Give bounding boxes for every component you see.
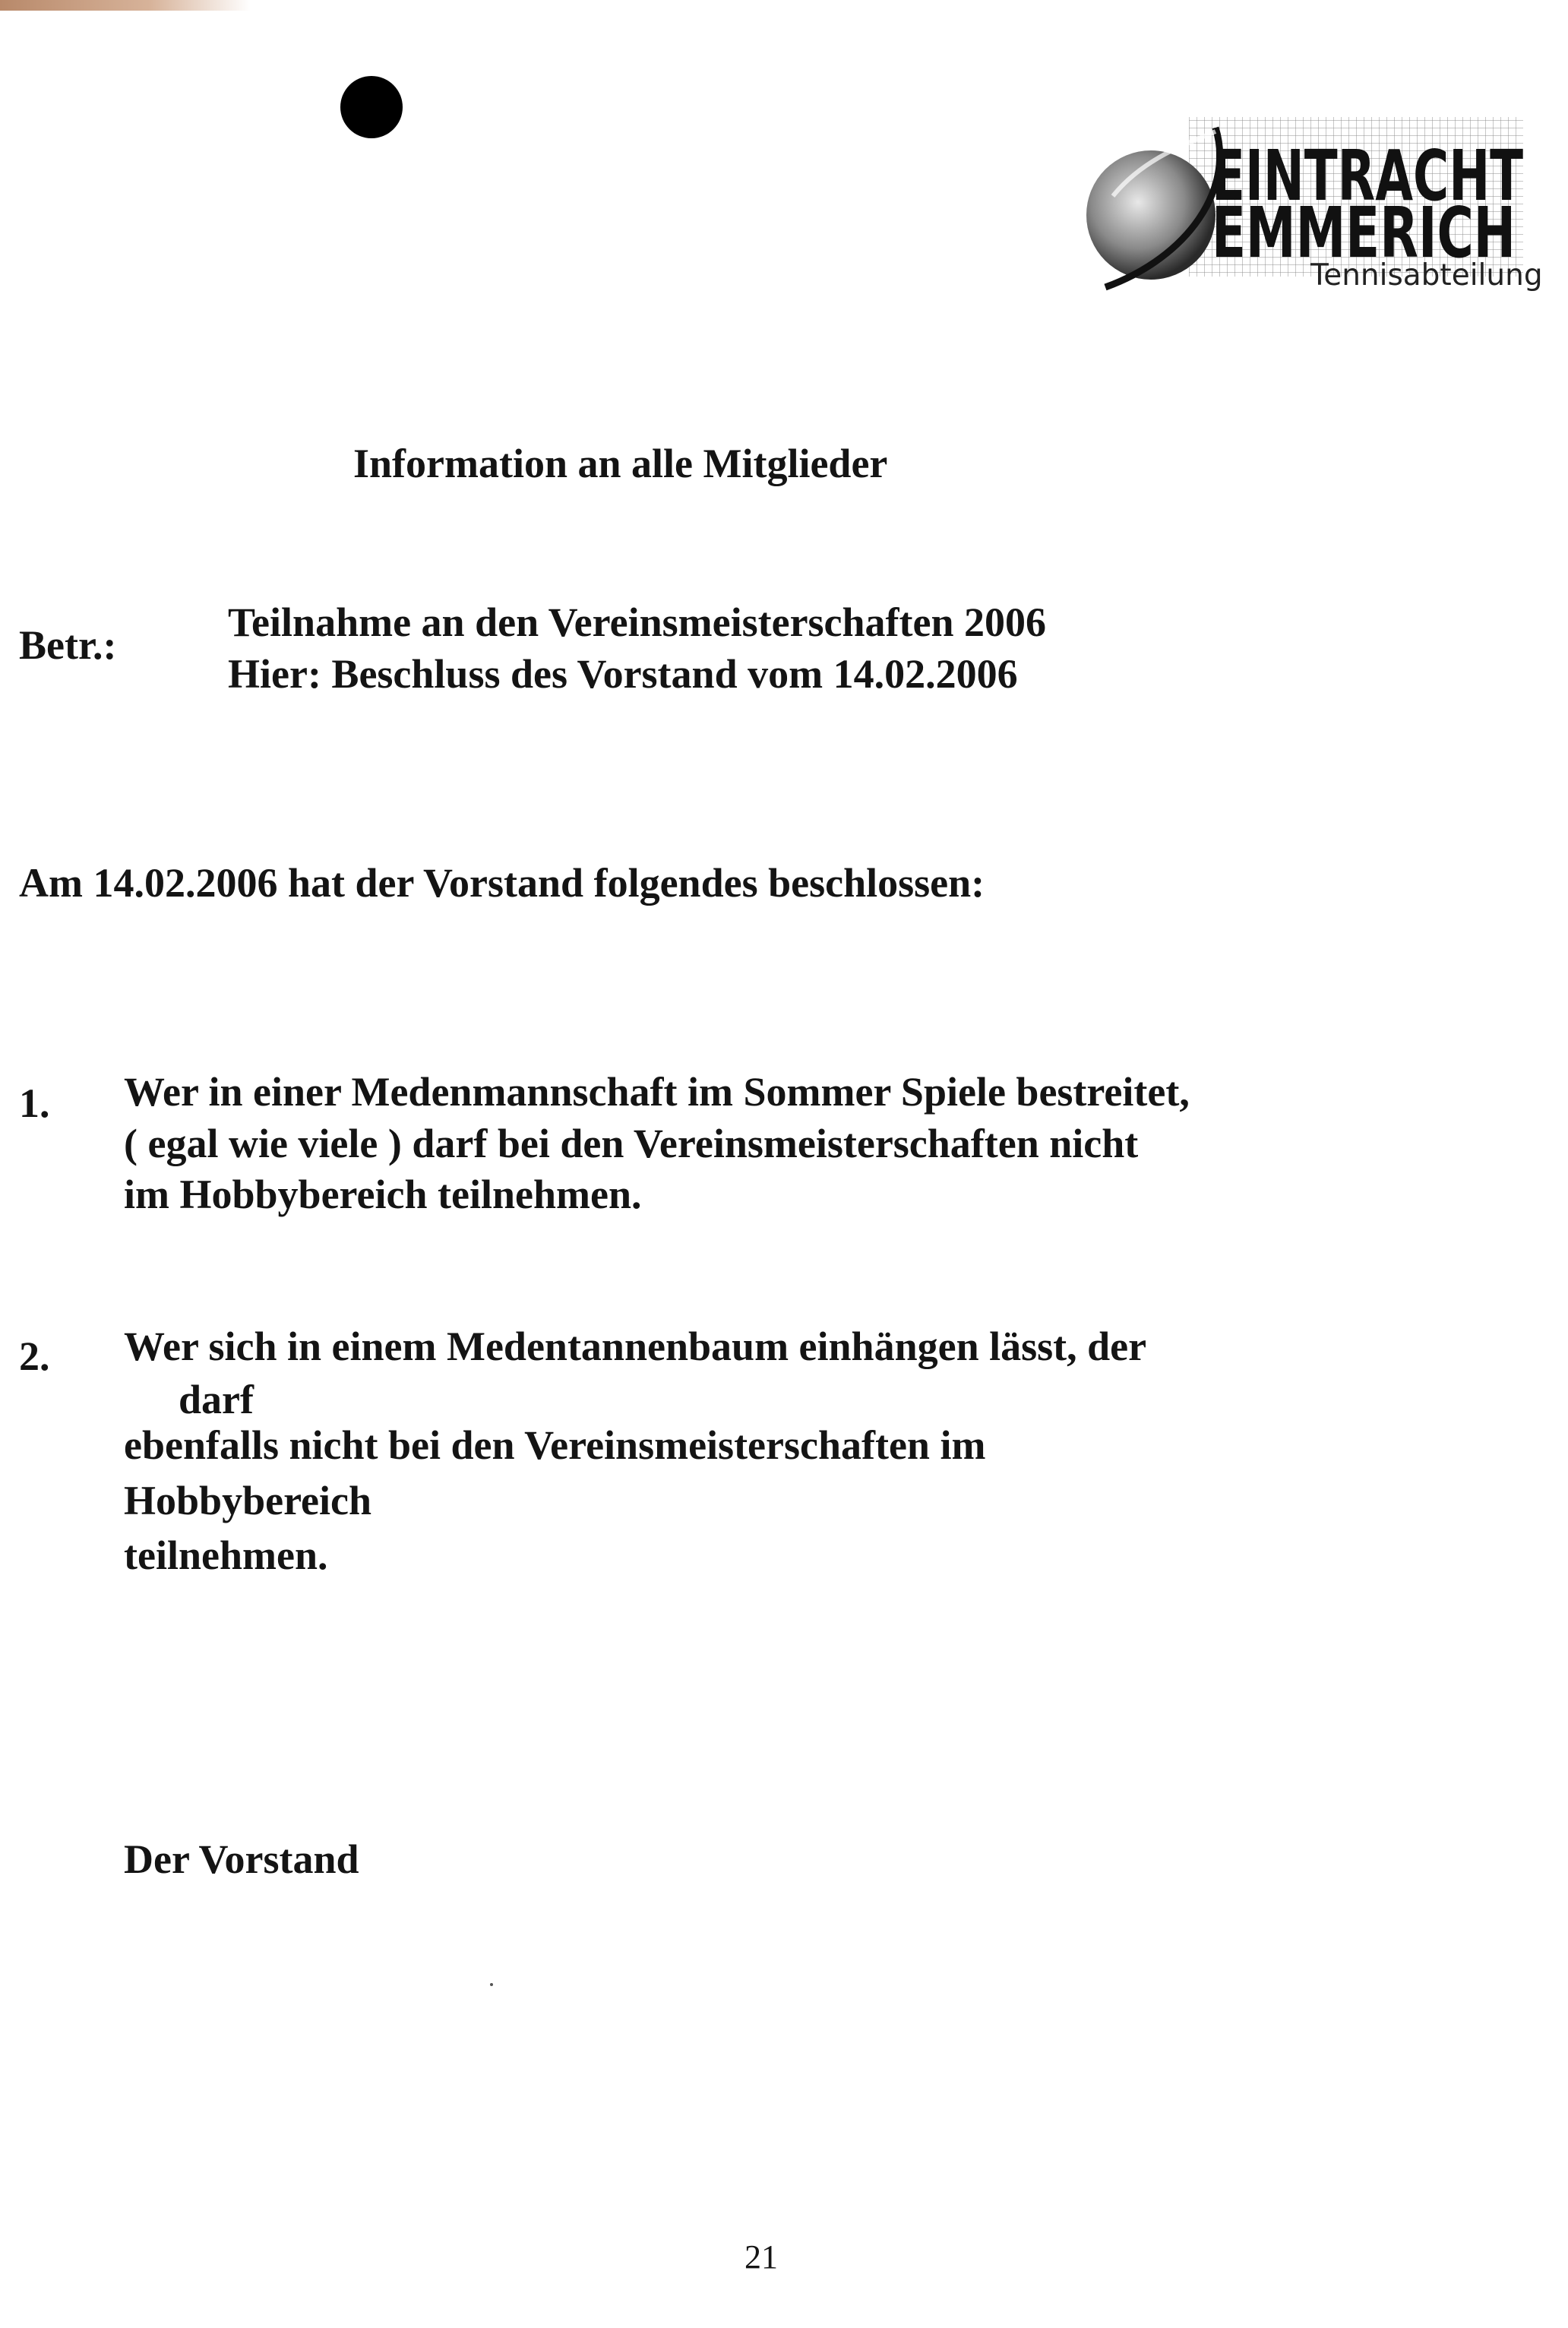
item-2-line-1: Wer sich in einem Medentannenbaum einhängen lässt, der [124, 1324, 1147, 1369]
item-2-line-3: ebenfalls nicht bei den Vereinsmeisterschaften im [124, 1422, 986, 1468]
logo-line2: EMMERICH [1212, 192, 1516, 274]
subject-line-1: Teilnahme an den Vereinsmeisterschaften 2006 [228, 599, 1047, 645]
speck [490, 1983, 493, 1986]
subject-line-2: Hier: Beschluss des Vorstand vom 14.02.2006 [228, 651, 1018, 697]
subject-label: Betr.: [19, 622, 117, 668]
logo-subtitle: Tennisabteilung [1310, 258, 1543, 293]
paper-edge [0, 0, 251, 11]
item-number: 2. [19, 1333, 50, 1379]
item-2-line-4: Hobbybereich [124, 1478, 372, 1523]
tennis-ball-icon [1086, 150, 1216, 280]
signature: Der Vorstand [124, 1836, 359, 1882]
page-number: 21 [744, 2238, 778, 2276]
item-1-line-1: Wer in einer Medenmannschaft im Sommer Spiele bestreitet, [124, 1069, 1190, 1115]
item-2-line-2: darf [179, 1377, 254, 1422]
document-title: Information an alle Mitglieder [353, 441, 888, 486]
item-1-line-3: im Hobbybereich teilnehmen. [124, 1172, 642, 1217]
item-2-line-5: teilnehmen. [124, 1532, 328, 1578]
item-number: 1. [19, 1080, 50, 1126]
intro-text: Am 14.02.2006 hat der Vorstand folgendes beschlossen: [19, 860, 985, 906]
logo-line1: EINTRACHT [1212, 135, 1524, 217]
punch-hole [340, 76, 403, 138]
item-1-line-2: ( egal wie viele ) darf bei den Vereinsmeisterschaften nicht [124, 1121, 1139, 1166]
